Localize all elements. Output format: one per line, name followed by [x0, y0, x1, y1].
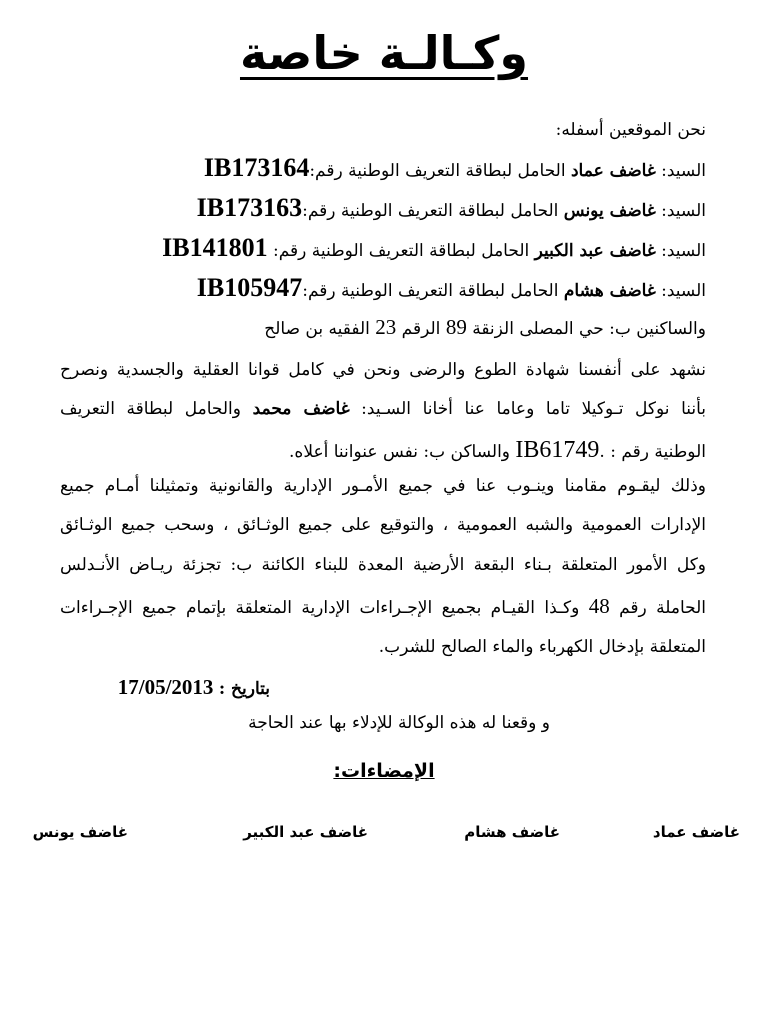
person-id-number: IB105947: [196, 273, 303, 302]
date-value: 17/05/2013: [117, 675, 214, 699]
agent-name: غاضف محمد: [252, 399, 350, 419]
person-prefix: السيد:: [661, 161, 706, 181]
body-line-7-end: وكـذا القيـام بجميع الإجـراءات الإدارية المتعلقة بإتمام جميع الإجـراءات: [60, 598, 580, 618]
person-line-3: [162, 233, 706, 263]
body-line-5: الإدارات العمومية والشبه العمومية ، والتوقيع على جميع الوثـائق ، وسحب جميع الوثـائق: [60, 515, 706, 535]
body-line-2-end: والحامل لبطاقة التعريف: [60, 399, 241, 419]
person-id-number: IB141801: [162, 233, 268, 262]
signature-name-4: غاضف يونس: [32, 823, 128, 841]
closing-line: و وقعنا له هذه الوكالة للإدلاء بها عند الحاجة: [248, 713, 550, 733]
person-prefix: السيد:: [661, 201, 706, 221]
person-line-4: [197, 273, 706, 303]
address-house-number: 23: [375, 315, 397, 339]
date-label: بتاريخ :: [218, 679, 270, 699]
body-line-3-start: الوطنية رقم : .: [599, 442, 706, 462]
person-line-1: [204, 153, 706, 183]
address-line: [264, 315, 706, 340]
signature-name-2: غاضف هشام: [464, 823, 560, 841]
person-id-text: الحامل لبطاقة التعريف الوطنية رقم:: [302, 281, 559, 301]
person-id-text: الحامل لبطاقة التعريف الوطنية رقم:: [309, 161, 566, 181]
document-title: [0, 18, 768, 88]
document-title-text: وكـالـة خاصة: [239, 26, 529, 80]
signature-name-3: غاضف عبد الكبير: [243, 823, 368, 841]
body-line-3: [289, 437, 706, 464]
body-line-8: المتعلقة بإدخال الكهرباء والماء الصالح للشرب.: [378, 637, 706, 657]
person-name: غاضف عماد: [570, 161, 656, 181]
lot-number: 48: [588, 594, 610, 618]
person-name: غاضف هشام: [563, 281, 656, 301]
signature-name-1: غاضف عماد: [652, 823, 740, 841]
body-line-7-start: الحاملة رقم: [619, 598, 707, 618]
person-prefix: السيد:: [661, 281, 706, 301]
body-line-7: [60, 594, 706, 619]
address-start: والساكنين ب: حي المصلى الزنقة: [472, 319, 706, 339]
body-line-4: وذلك ليقـوم مقامنا وينـوب عنا في جميع الأمـور الإدارية والقانونية وتمثيلنا أمـام جميع: [60, 476, 706, 496]
body-line-2: [60, 399, 706, 419]
person-line-2: [197, 193, 706, 223]
signatures-heading: الإمضاءات:: [333, 760, 435, 782]
date-line: [118, 675, 270, 700]
person-id-text: الحامل لبطاقة التعريف الوطنية رقم:: [273, 241, 530, 261]
person-prefix: السيد:: [661, 241, 706, 261]
intro-line: نحن الموقعين أسفله:: [555, 120, 706, 140]
body-line-3-end: والساكن ب: نفس عنواننا أعلاه.: [289, 442, 510, 462]
agent-id-number: IB61749: [515, 437, 600, 463]
person-id-text: الحامل لبطاقة التعريف الوطنية رقم:: [302, 201, 559, 221]
address-mid: الرقم: [401, 319, 441, 339]
person-id-number: IB173163: [196, 193, 303, 222]
address-city: الفقيه بن صالح: [264, 319, 370, 339]
address-street-number: 89: [445, 315, 467, 339]
person-name: غاضف يونس: [563, 201, 656, 221]
body-line-6: وكل الأمور المتعلقة بـناء البقعة الأرضية المعدة للبناء الكائنة ب: تجزئة ريـاض الأنـدلس: [60, 555, 706, 575]
person-name: غاضف عبد الكبير: [534, 241, 656, 261]
body-line-1: نشهد على أنفسنا شهادة الطوع والرضى ونحن في كامل قوانا العقلية والجسدية ونصرح: [60, 360, 706, 380]
body-line-2-start: بأننا نوكل تـوكيلا تاما وعاما عنا أخانا السـيد:: [361, 399, 707, 419]
person-id-number: IB173164: [203, 153, 310, 182]
